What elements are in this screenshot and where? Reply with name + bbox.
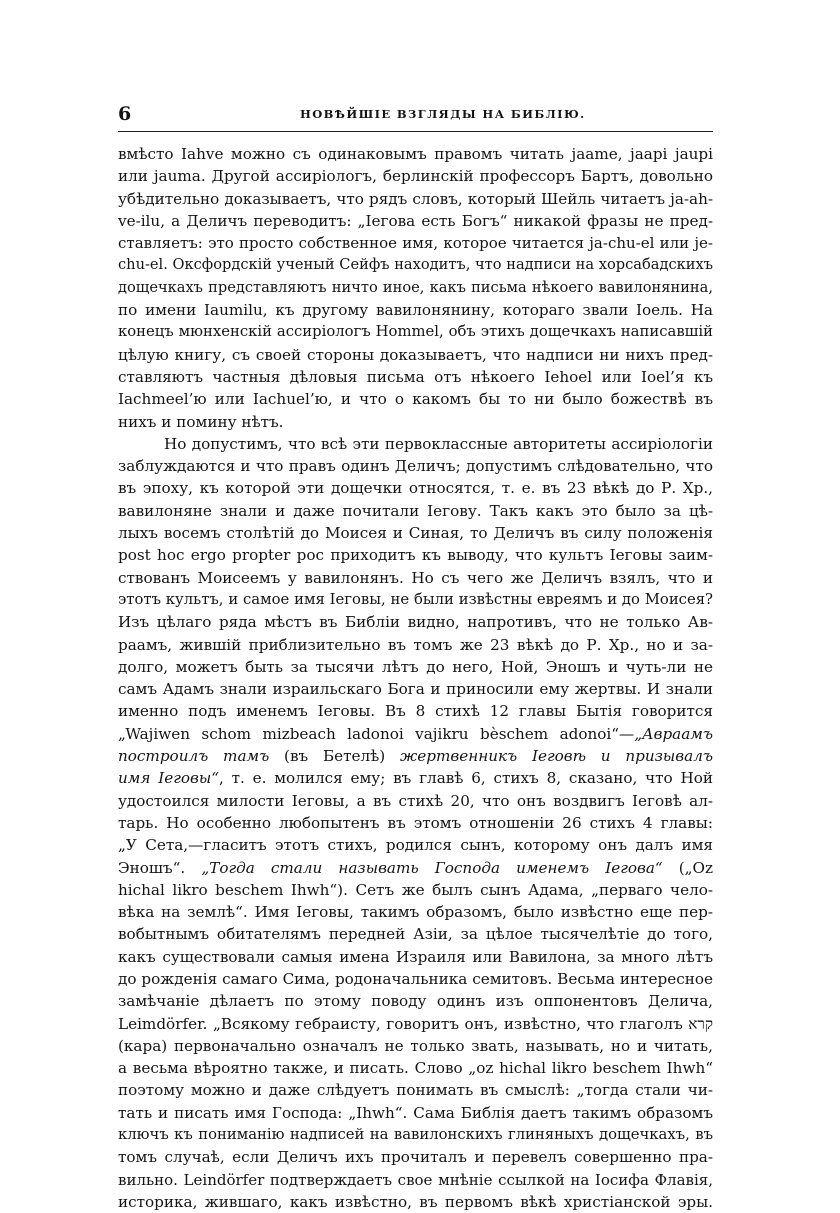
text-segment: лыхъ восемъ столѣтій до Моисея и Синая, то Деличъ въ силу положенія [118, 524, 713, 543]
text-line [118, 723, 713, 745]
text-line [118, 1035, 713, 1057]
text-segment: вобытнымъ обитателямъ передней Азіи, за цѣлое тысячелѣтіе до того, [118, 925, 713, 944]
text-segment: вильно. Leindörfer подтверждаетъ свое мнѣніе ссылкой на Iосифа Флавія, [118, 1170, 713, 1189]
text-line [118, 254, 713, 276]
text-line [118, 433, 713, 455]
text-segment: поэтому можно и даже слѣдуетъ понимать въ смыслѣ: „тогда стали чи- [118, 1081, 713, 1100]
text-line [118, 857, 713, 879]
text-line [118, 366, 713, 388]
text-segment: именно подъ именемъ Iеговы. Въ 8 стихѣ 12 главы Бытія говорится [118, 702, 713, 721]
text-segment: нихъ и помину нѣтъ. [118, 412, 284, 431]
text-segment: Leimdörfer. „Всякому гебраисту, говоритъ онъ, извѣстно, что глаголъ קרא [118, 1014, 713, 1033]
text-segment: дощечкахъ представляютъ ничто иное, какъ письма нѣкоего вавилонянина, [118, 278, 713, 296]
text-line [118, 210, 713, 232]
text-line [118, 344, 713, 366]
text-line [118, 455, 713, 477]
text-segment: hichal likro beschem Ihwh“). Сетъ же былъ сынъ Адама, „перваго чело- [118, 880, 713, 899]
text-segment: удостоился милости Iеговы, а въ стихѣ 20, что онъ воздвигъ Iеговѣ ал- [118, 791, 713, 810]
running-title: НОВѢЙШІЕ ВЗГЛЯДЫ НА БИБЛІЮ. [300, 107, 586, 121]
text-line [118, 544, 713, 566]
text-segment: цѣлую книгу, съ своей стороны доказываетъ, что надписи ни нихъ пред- [118, 345, 713, 364]
text-line [118, 990, 713, 1012]
text-line [118, 143, 713, 165]
text-segment: (въ Бетелѣ) [269, 747, 400, 766]
text-line [118, 1146, 713, 1168]
italic-segment: „Тогда стали называть Господа именемъ Iегова“ [201, 858, 663, 877]
text-segment: а весьма вѣроятно также, и писать. Слово „oz hichal likro beschem Ihwh“ [118, 1059, 713, 1078]
italic-segment: имя Iеговы“ [118, 769, 219, 788]
body-text [118, 143, 713, 1213]
text-segment: Iachmeel’ю или Iachuel’ю, и что о какомъ бы то ни было божествѣ въ [118, 390, 713, 409]
text-line [118, 411, 713, 433]
text-line [118, 812, 713, 834]
text-segment: Но допустимъ, что всѣ эти первоклассные авторитеты ассиріологіи [164, 434, 713, 453]
page-number: 6 [118, 103, 132, 125]
text-line [118, 388, 713, 410]
text-segment: вавилоняне знали и даже почитали Iегову. Такъ какъ это было за цѣ- [118, 501, 713, 520]
text-segment: вѣка на землѣ“. Имя Iеговы, такимъ образомъ, было извѣстно еще пер- [118, 903, 713, 922]
text-line [118, 968, 713, 990]
text-line [118, 1057, 713, 1079]
text-line [118, 745, 713, 767]
text-line [118, 567, 713, 589]
text-segment: замѣчаніе дѣлаетъ по этому поводу одинъ изъ оппонентовъ Делича, [118, 992, 713, 1011]
text-line [118, 946, 713, 968]
text-segment: историка, жившаго, какъ извѣстно, въ первомъ вѣкѣ христіанской эры. [118, 1192, 713, 1211]
text-line [118, 277, 713, 299]
text-segment: Эношъ“. [118, 858, 202, 877]
text-line [118, 901, 713, 923]
text-segment: какъ существовали самыя имена Израиля или Вавилона, за много лѣтъ [118, 947, 713, 966]
text-line [118, 1102, 713, 1124]
text-segment: или jauma. Другой ассиріологъ, берлинскій профессоръ Бартъ, довольно [118, 167, 713, 186]
italic-segment: жертвенникъ Iеговѣ и призывалъ [400, 747, 713, 766]
text-line [118, 879, 713, 901]
text-line [118, 188, 713, 210]
text-segment: тарь. Но особенно любопытенъ въ этомъ отношеніи 26 стихъ 4 главы: [118, 813, 713, 832]
header-rule [118, 131, 713, 132]
text-segment: „У Сета,—гласитъ этотъ стихъ, родился сынъ, которому онъ далъ имя [118, 836, 713, 855]
text-line [118, 700, 713, 722]
text-line [118, 1079, 713, 1101]
italic-segment: „Авраамъ [634, 724, 713, 743]
text-segment: ставляютъ частныя дѣловыя письма отъ нѣкоего Iehoel или Ioel’я къ [118, 367, 713, 386]
text-line [118, 634, 713, 656]
text-segment: ствованъ Моисеемъ у вавилонянъ. Но съ чего же Деличъ взялъ, что и [118, 568, 713, 587]
text-segment: (кара) первоначально означалъ не только звать, называть, но и читать, [118, 1036, 713, 1055]
text-line [118, 589, 713, 611]
text-segment: тать и писать имя Господа: „Ihwh“. Сама Библія даетъ такимъ образомъ [118, 1103, 713, 1122]
text-segment: долго, можетъ быть за тысячи лѣтъ до него, Ной, Эношъ и чуть-ли не [118, 657, 713, 676]
text-segment: конецъ мюнхенскій ассиріологъ Hommel, объ этихъ дощечкахъ написавшій [118, 323, 713, 341]
italic-segment: построилъ тамъ [118, 747, 270, 766]
text-segment: ve-ilu, а Деличъ переводитъ: „Iегова есть Богъ“ никакой фразы не пред- [118, 211, 713, 230]
text-line [118, 321, 713, 343]
text-segment: chu-el. Оксфордскій ученый Сейфъ находитъ, что надписи на хорсабадскихъ [118, 256, 713, 274]
text-line [118, 767, 713, 789]
text-line [118, 165, 713, 187]
text-segment: до рожденія самаго Сима, родоначальника семитовъ. Весьма интересное [118, 969, 713, 988]
text-segment: ставляетъ: это просто собственное имя, которое читается ja-chu-el или je- [118, 234, 713, 253]
text-segment: самъ Адамъ знали израильскаго Бога и приносили ему жертвы. И знали [118, 680, 713, 699]
text-line [118, 500, 713, 522]
text-line [118, 834, 713, 856]
text-line [118, 790, 713, 812]
page-header [118, 103, 713, 129]
text-segment: убѣдительно доказываетъ, что рядъ словъ, который Шейль читаетъ ja-ah- [118, 189, 713, 208]
text-line [118, 232, 713, 254]
text-segment: заблуждаются и что правъ одинъ Деличъ; допустимъ слѣдовательно, что [118, 457, 713, 476]
text-line [118, 923, 713, 945]
text-line [118, 1169, 713, 1191]
text-line [118, 1191, 713, 1213]
text-line [118, 299, 713, 321]
text-segment: по имени Iaumilu, къ другому вавилонянину, котораго звали Iоель. На [118, 301, 713, 320]
text-line [118, 1124, 713, 1146]
text-segment: („Oz [662, 858, 713, 877]
text-line [118, 678, 713, 700]
text-segment: , т. е. молился ему; въ главѣ 6, стихъ 8, сказано, что Ной [219, 769, 713, 788]
text-line [118, 522, 713, 544]
text-segment: Изъ цѣлаго ряда мѣстъ въ Библіи видно, напротивъ, что не только Ав- [118, 613, 713, 632]
text-segment: „Wajiwen schom mizbeach ladonoi vajikru bèschem adonoi“— [118, 724, 635, 743]
text-line [118, 611, 713, 633]
text-segment: томъ случаѣ, если Деличъ ихъ прочиталъ и перевелъ совершенно пра- [118, 1148, 713, 1167]
text-line [118, 656, 713, 678]
text-segment: въ эпоху, къ которой эти дощечки относятся, т. е. въ 23 вѣкѣ до Р. Хр., [118, 479, 713, 498]
text-segment: раамъ, жившій приблизительно въ томъ же 23 вѣкѣ до Р. Хр., но и за- [118, 635, 713, 654]
text-segment: вмѣсто Iahve можно съ одинаковымъ правомъ читать jaame, jaapi jaupi [118, 145, 713, 163]
text-segment: этотъ культъ, и самое имя Iеговы, не были извѣстны евреямъ и до Моисея? [118, 590, 713, 608]
text-segment: post hoc ergo propter poc приходитъ къ выводу, что культъ Iеговы заим- [118, 546, 713, 565]
text-line [118, 477, 713, 499]
text-line [118, 1013, 713, 1035]
text-segment: ключъ къ пониманію надписей на вавилонскихъ глиняныхъ дощечкахъ, въ [118, 1126, 713, 1144]
